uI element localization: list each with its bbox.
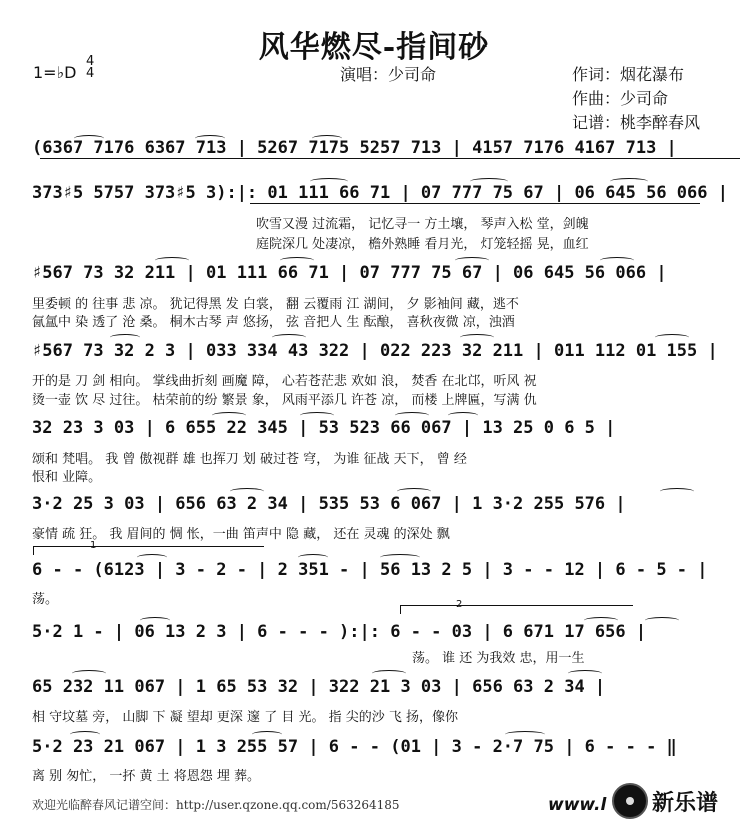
score-row-7-notes: 6 - - (6123 | 3 - 2 - | 2 351 - | 56 13 2 5 | 3 - - 12 | 6 - 5 - | [32,560,708,580]
song-title: 风华燃尽-指间砂 [258,30,490,65]
time-signature-top: 4 [86,54,95,69]
score-row-9-lyrics-1: 相 守坟墓 旁， 山脚 下 凝 望却 更深 邃 了 目 光。 指 尖的沙 飞 扬，像你 [32,710,458,725]
time-signature-bottom: 4 [86,66,95,81]
site-logo-text: 新乐谱 [652,791,719,816]
score-row-3-lyrics-2: 氤氲中 染 透了 沧 桑。 桐木古琴 声 悠扬， 弦 音把人 生 酝酿， 喜秋夜微 凉，浊酒 [32,315,515,330]
lyricist-credit: 作词：烟花瀑布 [572,65,685,84]
score-row-4-lyrics-1: 开的是 刀 剑 相向。 掌线曲折刻 画魔 障， 心若苍茫悲 欢如 浪， 焚香 在北邙，听风 祝 [32,374,537,389]
score-row-4-lyrics-2: 烫一壶 饮 尽 过往。 枯荣前的纷 繁景 象， 风雨平添几 许苍 凉， 而楼 上牌匾，写满 仇 [32,393,537,408]
watermark-text: www.l [548,795,607,815]
score-row-10-lyrics-1: 离 别 匆忙， 一抔 黄 土 将恩怨 埋 葬。 [32,769,261,784]
transcriber-credit: 记谱：桃李醉春风 [572,113,701,132]
score-row-2-notes: 373♯5 5757 373♯5 3):|: 01 111 66 71 | 07 777 75 67 | 06 645 56 066 | [32,183,728,203]
composer-credit: 作曲：少司命 [572,89,669,108]
score-row-2-lyrics-2: 庭院深几 处凄凉， 檐外熟睡 看月光， 灯笼轻摇 晃，血红 [256,237,589,252]
score-row-3-notes: ♯567 73 32 211 | 01 111 66 71 | 07 777 75 67 | 06 645 56 066 | [32,263,667,283]
score-row-5-notes: 32 23 3 03 | 6 655 22 345 | 53 523 66 067 | 13 25 0 6 5 | [32,418,616,438]
volta-1-label: 1 [90,540,97,551]
score-row-8-lyrics-1: 荡。 谁 还 为我效 忠，用一生 [412,651,585,666]
time-signature [86,56,94,80]
score-row-5-lyrics-2: 恨和 业障。 [32,470,102,485]
key-signature: 1=♭D [33,63,77,82]
score-row-3-lyrics-1: 里委顿 的 往事 悲 凉。 犹记得黑 发 白裳， 翻 云覆雨 江 湖间， 夕 影袖间 藏，逃不 [32,297,519,312]
volta-2-bracket [400,605,633,614]
score-row-2-lyrics-1: 吹雪又漫 过流霜， 记忆寻一 方土壤， 琴声入松 堂，剑魄 [256,217,589,232]
score-row-5-lyrics-1: 颂和 梵唱。 我 曾 傲视群 雄 也挥刀 划 破过苍 穹， 为谁 征战 天下， 曾 经 [32,452,467,467]
disc-logo-icon [612,783,648,819]
score-row-6-lyrics-1: 豪情 疏 狂。 我 眉间的 惆 怅，一曲 笛声中 隐 藏， 还在 灵魂 的深处 飘 [32,527,450,542]
score-row-10-notes: 5·2 23 21 067 | 1 3 255 57 | 6 - - (01 | 3 - 2·7 75 | 6 - - - ‖ [32,737,677,757]
score-row-7-lyrics-1: 荡。 [32,592,59,607]
score-row-1-notes: (6367 7176 6367 713 | 5267 7175 5257 713 | 4157 7176 4167 713 | [32,138,677,158]
score-row-4-notes: ♯567 73 32 2 3 | 033 334 43 322 | 022 223 32 211 | 011 112 01 155 | [32,341,718,361]
footer-link[interactable]: 欢迎光临醉春风记谱空间：http://user.qzone.qq.com/563264185 [32,798,400,812]
singer-credit: 演唱：少司命 [340,65,437,84]
score-row-8-notes: 5·2 1 - | 06 13 2 3 | 6 - - - ):|: 6 - - 03 | 6 671 17 656 | [32,622,647,642]
volta-2-label: 2 [456,599,463,610]
score-row-9-notes: 65 232 11 067 | 1 65 53 32 | 322 21 3 03 | 656 63 2 34 | [32,677,606,697]
score-row-6-notes: 3·2 25 3 03 | 656 63 2 34 | 535 53 6 067 | 1 3·2 255 576 | [32,494,626,514]
